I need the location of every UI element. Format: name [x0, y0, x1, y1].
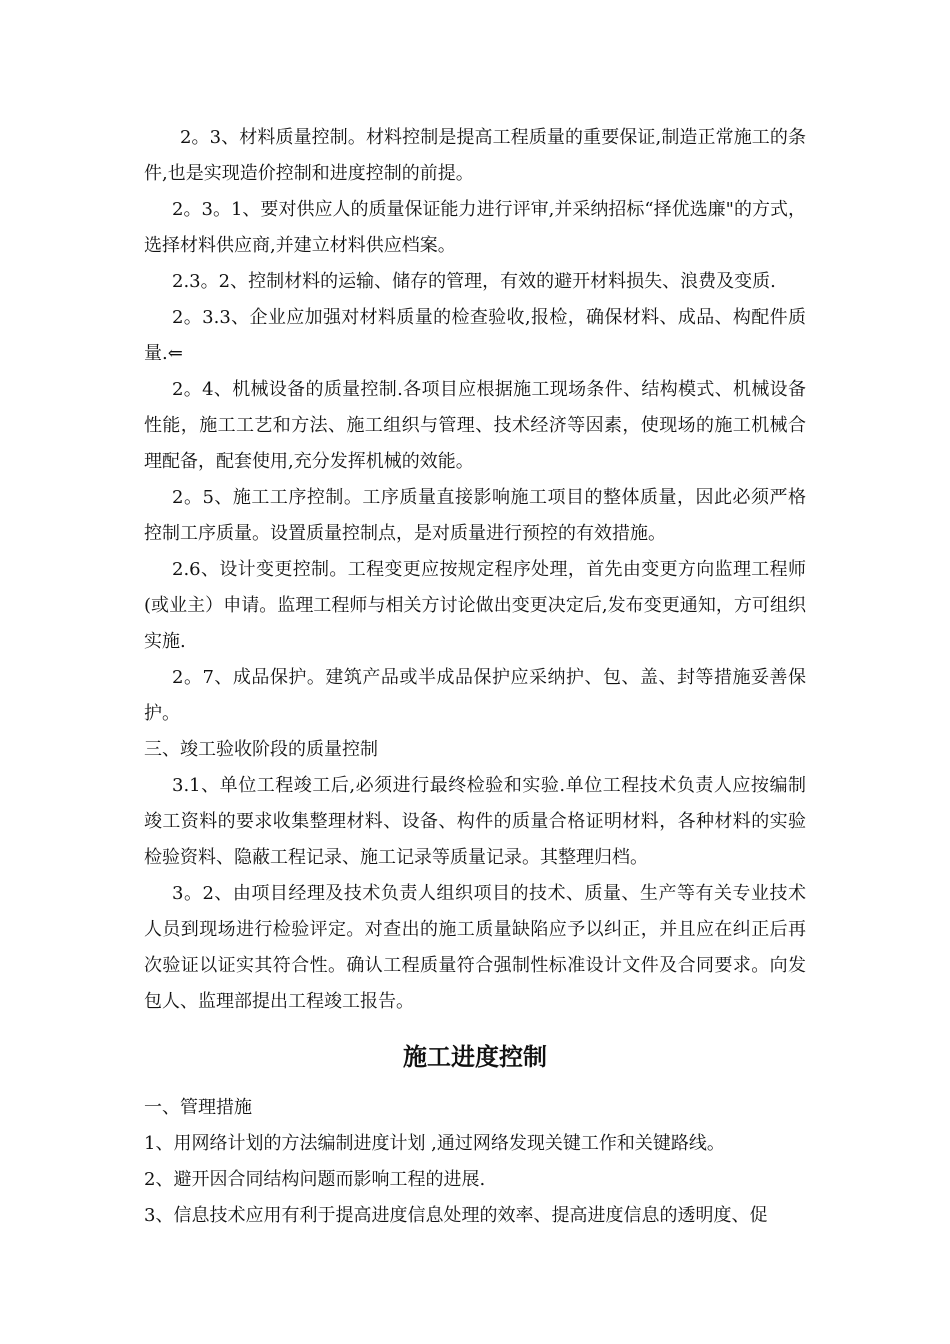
paragraph-2-6: 2.6、设计变更控制。工程变更应按规定程序处理，首先由变更方向监理工程师(或业主）申请。监理工程师与相关方讨论做出变更决定后,发布变更通知，方可组织实施.	[144, 559, 806, 652]
paragraph-2-7: 2。7、成品保护。建筑产品或半成品保护应采纳护、包、盖、封等措施妥善保护。	[144, 667, 806, 724]
paragraph-2-3: 2。3、材料质量控制。材料控制是提高工程质量的重要保证,制造正常施工的条件,也是实现造价控制和进度控制的前提。	[144, 127, 806, 184]
paragraph-2-3-3: 2。3.3、企业应加强对材料质量的检查验收,报检，确保材料、成品、构配件质量.⇐	[144, 307, 806, 364]
section-one-heading: 一、管理措施	[144, 1097, 252, 1118]
paragraph-2-3-1: 2。3。1、要对供应人的质量保证能力进行评审,并采纳招标“择优选廉"的方式，选择材料供应商,并建立材料供应档案。	[144, 199, 806, 256]
list-item-1: 1、用网络计划的方法编制进度计划 ,通过网络发现关键工作和关键路线。	[144, 1133, 725, 1154]
section-three-heading: 三、竣工验收阶段的质量控制	[144, 739, 378, 760]
list-item-3: 3、信息技术应用有利于提高进度信息处理的效率、提高进度信息的透明度、促	[144, 1205, 768, 1226]
page-title: 施工进度控制	[403, 1043, 547, 1071]
list-item-2: 2、避开因合同结构问题而影响工程的进展.	[144, 1169, 486, 1190]
paragraph-3-1: 3.1、单位工程竣工后,必须进行最终检验和实验.单位工程技术负责人应按编制竣工资料的要求收集整理材料、设备、构件的质量合格证明材料，各种材料的实验检验资料、隐蔽工程记录、施工记录等质量记录。其整理归档。	[144, 775, 806, 868]
paragraph-2-4: 2。4、机械设备的质量控制.各项目应根据施工现场条件、结构模式、机械设备性能，施工工艺和方法、施工组织与管理、技术经济等因素，使现场的施工机械合理配备，配套使用,充分发挥机械的效能。	[144, 379, 806, 472]
paragraph-3-2: 3。2、由项目经理及技术负责人组织项目的技术、质量、生产等有关专业技术人员到现场进行检验评定。对查出的施工质量缺陷应予以纠正，并且应在纠正后再次验证以证实其符合性。确认工程质量符合强制性标准设计文件及合同要求。向发包人、监理部提出工程竣工报告。	[144, 883, 806, 1012]
document-body	[144, 120, 806, 1234]
paragraph-2-3-2: 2.3。2、控制材料的运输、储存的管理，有效的避开材料损失、浪费及变质.	[172, 271, 776, 292]
paragraph-2-5: 2。5、施工工序控制。工序质量直接影响施工项目的整体质量，因此必须严格控制工序质量。设置质量控制点，是对质量进行预控的有效措施。	[144, 487, 806, 544]
